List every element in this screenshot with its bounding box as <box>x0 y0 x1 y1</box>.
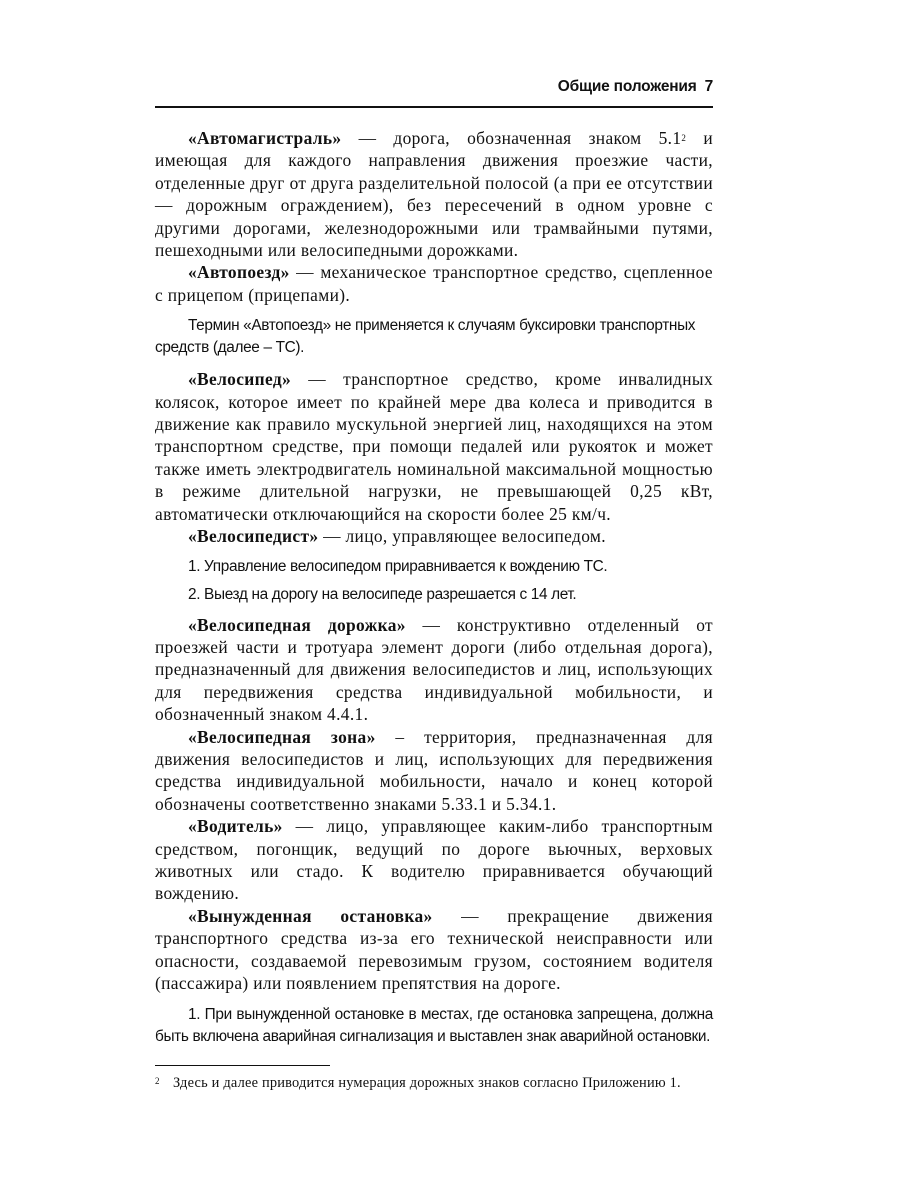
definition-avtopoezd <box>155 261 713 306</box>
running-header <box>155 78 713 100</box>
term: «Велосипедная зона» <box>188 726 376 747</box>
definition-text: — дорога, обозначенная знаком 5.1 <box>341 128 682 148</box>
definition-vynuzhdennaya-ostanovka <box>155 905 713 995</box>
note-velosipedist-1: 1. Управление велосипедом приравнивается к вождению ТС. <box>188 557 608 575</box>
definition-velozona <box>155 726 713 816</box>
definition-text: — транспортное средство, кроме инвалидных колясок, которое имеет по крайней мере два колеса и приводится в движение как правило мускульной энергией лиц, находящихся на этом транспортном средстве, при помощи педалей или рукояток и может также иметь электродвигатель номинальной максимальной мощностью в режиме длительной нагрузки, не превышающей 0,25 кВт, автоматически отключающийся на скорости более 25 км/ч. <box>155 369 713 524</box>
note-ostanovka-1: 1. При вынужденной остановке в местах, где остановка запрещена, должна быть включена аварийная сигнализация и выставлен знак аварийной остановки. <box>155 1006 713 1046</box>
definition-avtomagistral <box>155 127 713 261</box>
term: «Велосипедист» <box>188 526 319 547</box>
definition-text: и имеющая для каждого направления движения проезжие части, отделенные друг от друга разделительной полосой (а при ее отсутствии — дорожным ограждением), без пересечений в одном уровне с другими дорогами, железнодорожными или трамвайными путями, пешеходными или велосипедными дорожками. <box>155 128 713 261</box>
definition-text: — лицо, управляющее велосипедом. <box>318 526 606 547</box>
definition-velosipedist <box>155 525 713 547</box>
term: «Автомагистраль» <box>188 128 342 148</box>
definition-text: — конструктивно отделенный от проезжей части и тротуара элемент дороги (либо отдельная дорога), предназначенный для движения велосипедистов и лиц, использующих для передвижения средства индивидуальной мобильности, и обозначенный знаком 4.4.1. <box>155 614 713 725</box>
definition-voditel <box>155 815 713 905</box>
section-title: Общие положения <box>557 78 697 95</box>
term: «Автопоезд» <box>188 262 290 283</box>
definition-velosiped <box>155 368 713 525</box>
term: «Вынужденная остановка» <box>188 905 433 926</box>
term: «Велосипед» <box>188 369 292 390</box>
definition-text: — лицо, управляющее каким-либо транспортным средством, погонщик, ведущий по дороге вьючных, верховых животных или стадо. К водителю приравнивается обучающий вождению. <box>155 816 713 904</box>
footnote-rule <box>155 1065 330 1066</box>
note-velosipedist-2: 2. Выезд на дорогу на велосипеде разрешается с 14 лет. <box>188 585 577 603</box>
footnote-text: Здесь и далее приводится нумерация дорожных знаков согласно Приложению 1. <box>173 1075 681 1091</box>
header-rule <box>155 106 713 108</box>
page-number: 7 <box>704 78 713 95</box>
note-avtopoezd: Термин «Автопоезд» не применяется к случаям буксировки транспортных средств (далее – ТС). <box>155 317 696 357</box>
definition-text: – территория, предназначенная для движения велосипедистов и лиц, использующих для передвижения средства индивидуальной мобильности, начало и конец которой обозначены соответственно знаками 5.33.1 и 5.34.1. <box>155 726 713 814</box>
term: «Велосипедная дорожка» <box>188 614 406 635</box>
main-text <box>155 127 713 1048</box>
definition-text: — прекращение движения транспортного средства из-за его технической неисправности или опасности, создаваемой перевозимым грузом, состоянием водителя (пассажира) или появлением препятствия на дороге. <box>155 905 714 993</box>
footnote: $^2$ Здесь и далее приводится нумерация дорожных знаков согласно Приложению 1. <box>155 1075 681 1091</box>
term: «Водитель» <box>188 816 283 837</box>
definition-velodorozhka <box>155 614 713 726</box>
definition-text: — механическое транспортное средство, сцепленное с прицепом (прицепами). <box>155 262 713 305</box>
footnote-ref: 2 <box>681 133 687 143</box>
